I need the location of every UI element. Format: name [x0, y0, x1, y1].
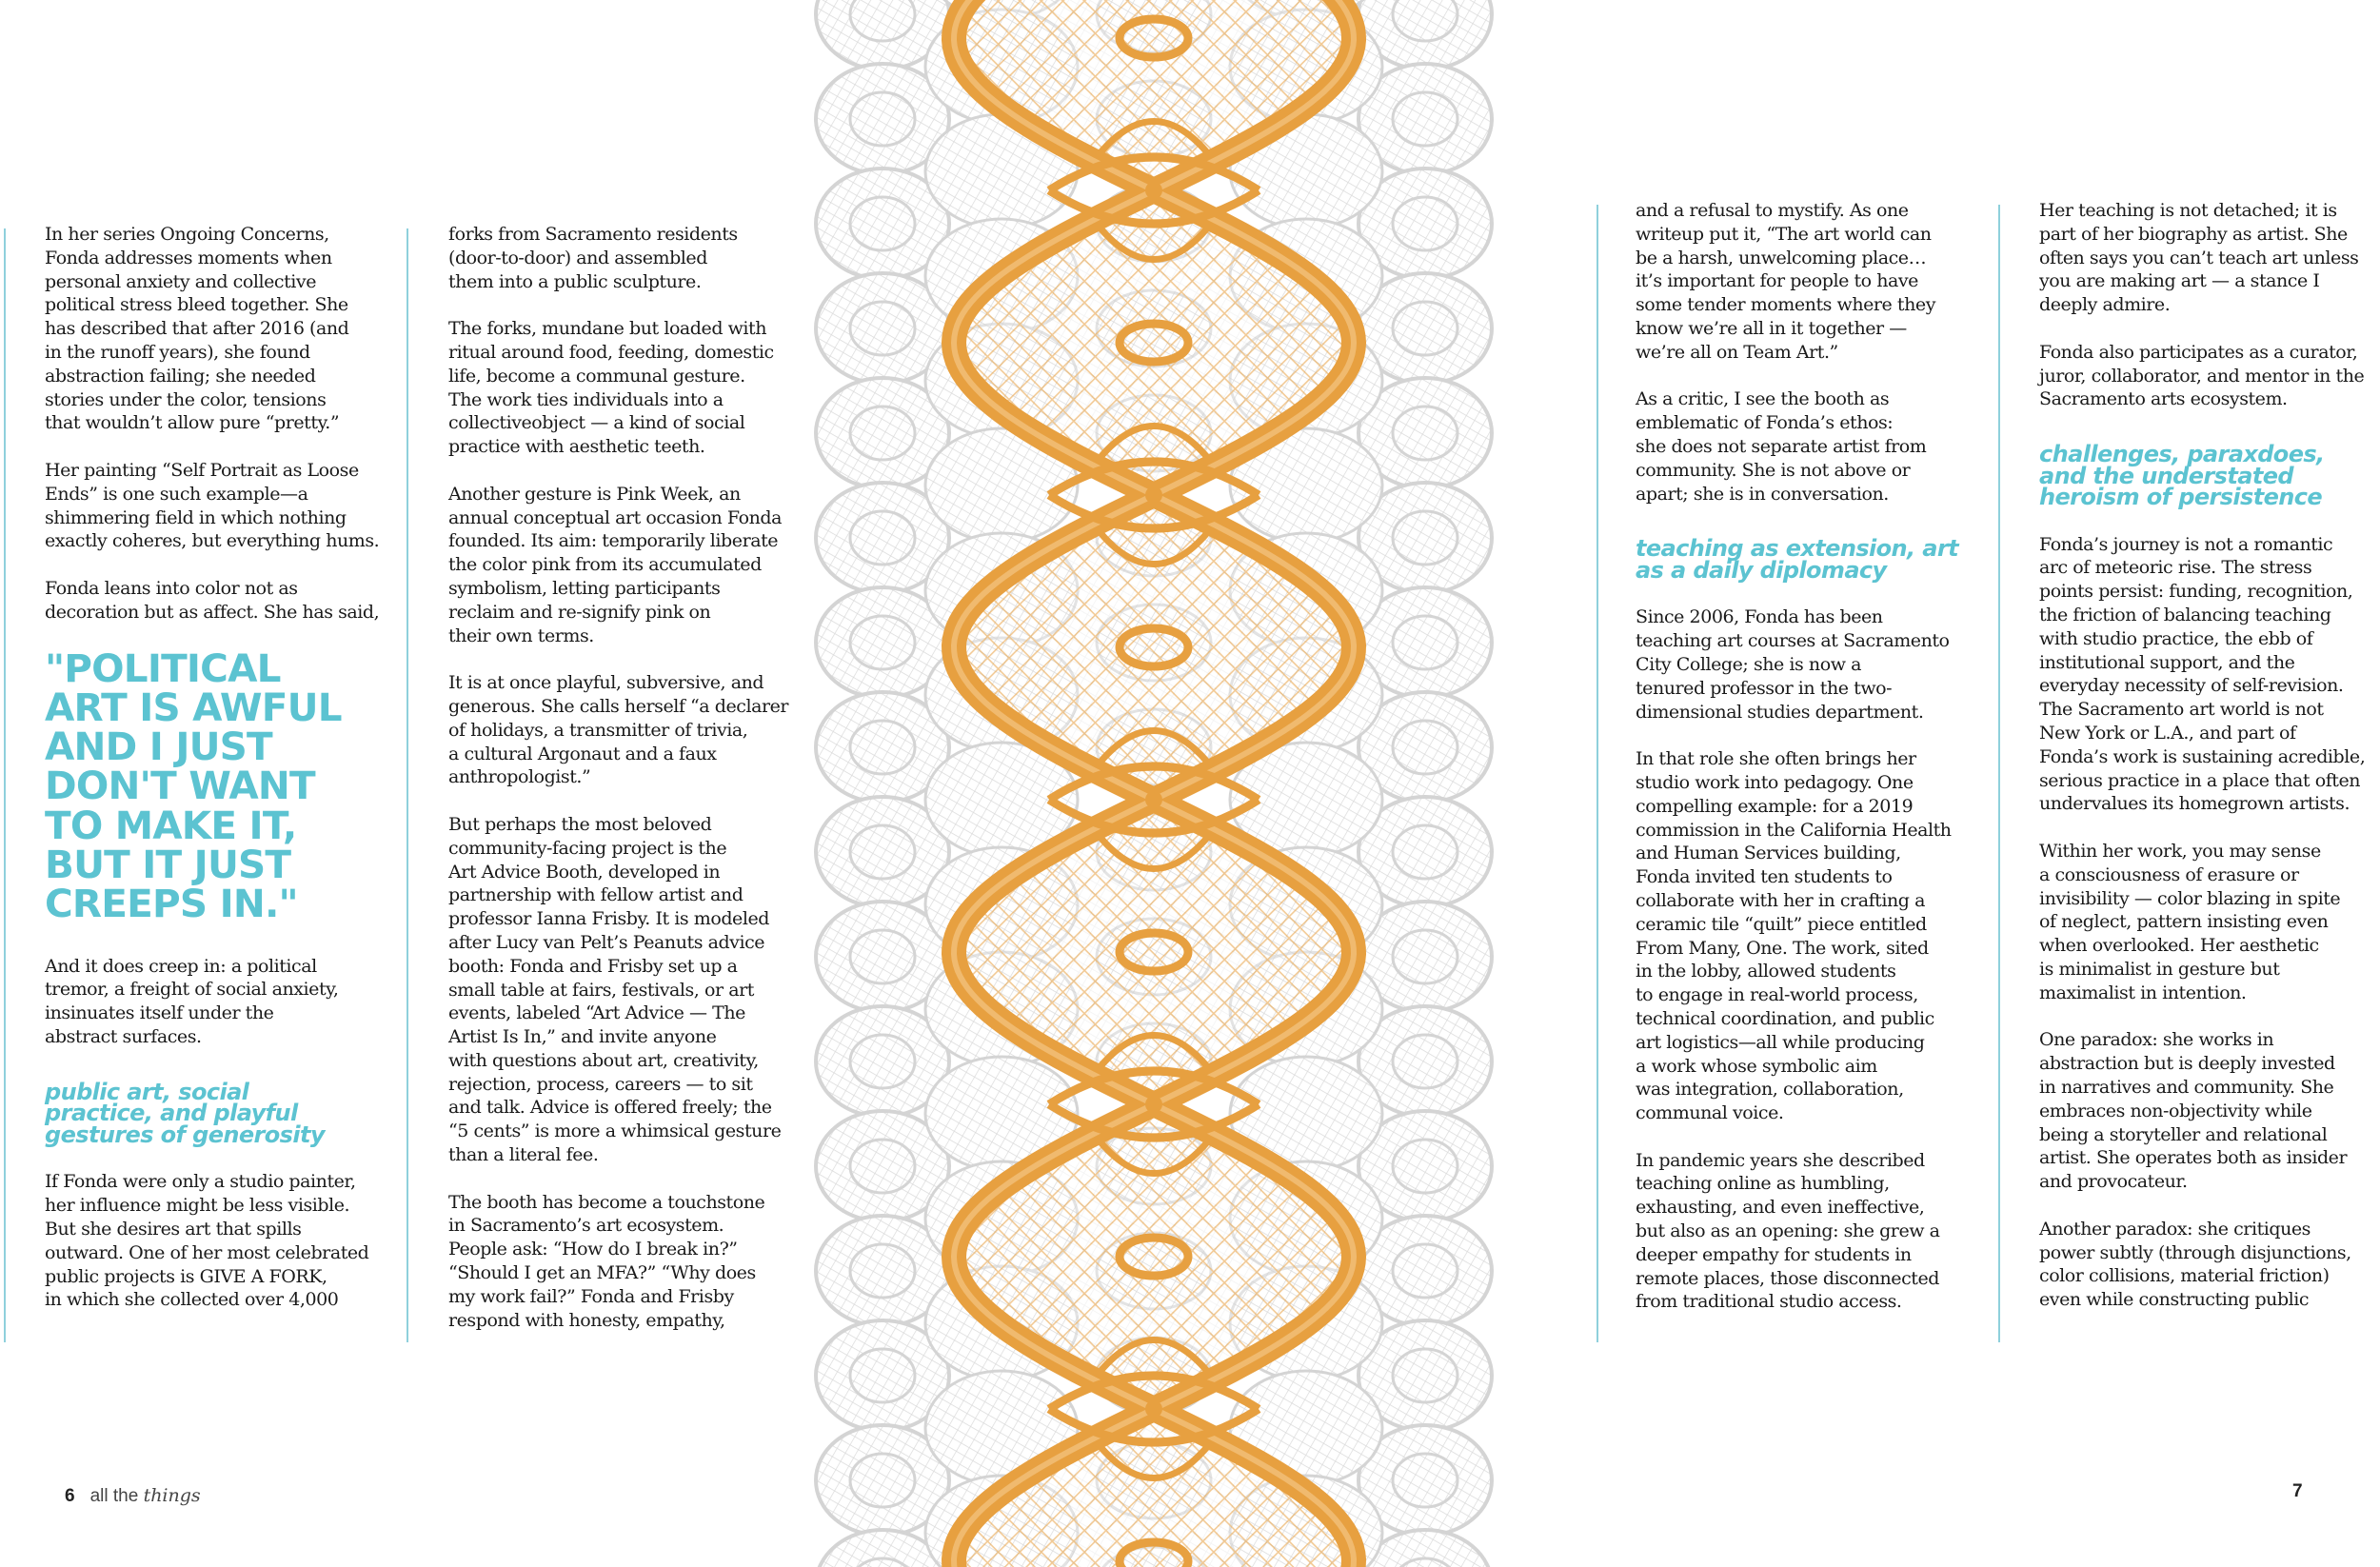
text-line: Sacramento arts ecosystem.	[2039, 388, 2288, 410]
text-line: apart; she is in conversation.	[1636, 483, 1889, 505]
text-line: Within her work, you may sense	[2039, 841, 2321, 863]
text-line: If Fonda were only a studio painter,	[45, 1171, 356, 1193]
column-rule-right-1	[1597, 205, 1598, 1342]
text-line: practice with aesthetic teeth.	[448, 436, 705, 458]
text-line: you are making art — a stance I	[2039, 270, 2320, 292]
column-rule-left-2	[407, 228, 408, 1342]
text-line: arc of meteoric rise. The stress	[2039, 557, 2312, 579]
paragraph	[448, 671, 801, 789]
article-column-2	[448, 223, 801, 1332]
text-line: deeply admire.	[2039, 294, 2171, 316]
paragraph	[45, 459, 397, 553]
text-line: Fonda’s work is sustaining acredible,	[2039, 745, 2366, 767]
text-line: stories under the color, tensions	[45, 388, 327, 410]
text-line: when overlooked. Her aesthetic	[2039, 935, 2319, 957]
text-line: collaborate with her in crafting a	[1636, 889, 1925, 911]
text-line: anthropologist.”	[448, 766, 591, 788]
text-line: The Sacramento art world is not	[2039, 699, 2324, 721]
paragraph	[448, 483, 801, 648]
text-line: Art Advice Booth, developed in	[448, 861, 721, 883]
text-line: communal voice.	[1636, 1102, 1784, 1124]
text-line: Another paradox: she critiques	[2039, 1218, 2311, 1240]
text-line: as a daily diplomacy	[1636, 556, 1887, 584]
text-line: them into a public sculpture.	[448, 270, 702, 292]
text-line: be a harsh, unwelcoming place…	[1636, 247, 1927, 268]
text-line: color collisions, material friction)	[2039, 1265, 2330, 1287]
text-line: events, labeled “Art Advice — The	[448, 1002, 745, 1024]
text-line: Fonda’s journey is not a romantic	[2039, 533, 2333, 555]
text-line: City College; she is now a	[1636, 653, 1861, 675]
text-line: emblematic of Fonda’s ethos:	[1636, 412, 1894, 434]
text-line: a cultural Argonaut and a faux	[448, 743, 717, 764]
text-line: exactly coheres, but everything hums.	[45, 530, 380, 552]
text-line: Ends” is one such example—a	[45, 483, 308, 505]
text-line: CREEPS IN."	[45, 881, 298, 927]
text-line: Fonda also participates as a curator,	[2039, 341, 2358, 363]
text-line: ritual around food, feeding, domestic	[448, 341, 774, 363]
text-line: abstraction failing; she needed	[45, 365, 316, 387]
text-line: is minimalist in gesture but	[2039, 959, 2280, 981]
text-line: rejection, process, careers — to sit	[448, 1073, 753, 1095]
text-line: partnership with fellow artist and	[448, 884, 744, 906]
text-line: a work whose symbolic aim	[1636, 1055, 1877, 1077]
text-line: and the understated	[2039, 462, 2293, 489]
text-line: teaching as extension, art	[1636, 535, 1958, 563]
text-line: generous. She calls herself “a declarer	[448, 695, 789, 717]
paragraph	[1636, 747, 1988, 1125]
text-line: she does not separate artist from	[1636, 435, 1927, 457]
text-line: of neglect, pattern insisting even	[2039, 911, 2329, 933]
text-line: invisibility — color blazing in spite	[2039, 887, 2341, 909]
text-line: in Sacramento’s art ecosystem.	[448, 1215, 724, 1237]
text-line: with questions about art, creativity,	[448, 1049, 759, 1071]
text-line: technical coordination, and public	[1636, 1007, 1934, 1029]
text-line: annual conceptual art occasion Fonda	[448, 506, 782, 528]
text-line: respond with honesty, empathy,	[448, 1309, 725, 1331]
text-line: after Lucy van Pelt’s Peanuts advice	[448, 931, 765, 953]
text-line: symbolism, letting participants	[448, 577, 721, 599]
text-line: artist. She operates both as insider	[2039, 1147, 2348, 1169]
text-line: DON'T WANT	[45, 763, 315, 809]
text-line: In her series Ongoing Concerns,	[45, 224, 329, 245]
text-line: challenges, paraxdoes,	[2039, 441, 2325, 468]
text-line: deeper empathy for students in	[1636, 1243, 1912, 1265]
text-line: heroism of persistence	[2039, 484, 2323, 511]
text-line: a consciousness of erasure or	[2039, 863, 2299, 885]
paragraph	[448, 813, 801, 1167]
column-rule-left-1	[4, 228, 6, 1342]
text-line: dimensional studies department.	[1636, 701, 1924, 723]
text-line: The booth has become a touchstone	[448, 1191, 765, 1213]
paragraph	[448, 223, 801, 293]
paragraph	[1636, 387, 1988, 506]
text-line: undervalues its homegrown artists.	[2039, 793, 2350, 815]
text-line: even while constructing public	[2039, 1289, 2310, 1311]
magazine-name: all the things	[89, 1485, 201, 1506]
section-subhead	[1636, 535, 1988, 584]
text-line: studio work into pedagogy. One	[1636, 771, 1914, 793]
paragraph	[45, 577, 397, 625]
text-line: everyday necessity of self-revision.	[2039, 675, 2344, 697]
text-line: In pandemic years she described	[1636, 1149, 1925, 1171]
text-line: Her painting “Self Portrait as Loose	[45, 459, 359, 481]
text-line: than a literal fee.	[448, 1144, 599, 1166]
text-line: of holidays, a transmitter of trivia,	[448, 719, 748, 741]
text-line: some tender moments where they	[1636, 294, 1935, 316]
section-subhead	[45, 1078, 397, 1148]
text-line: community-facing project is the	[448, 837, 727, 859]
text-line: public art, social	[45, 1078, 249, 1105]
text-line: reclaim and re-signify pink on	[448, 601, 711, 623]
text-line: As a critic, I see the booth as	[1636, 388, 1890, 410]
text-line: Another gesture is Pink Week, an	[448, 483, 741, 505]
lace-illustration	[804, 0, 1504, 1567]
article-column-1	[45, 223, 397, 1312]
text-line: Since 2006, Fonda has been	[1636, 606, 1883, 628]
text-line: Her teaching is not detached; it is	[2039, 200, 2337, 221]
text-line: Fonda addresses moments when	[45, 247, 332, 268]
text-line: But she desires art that spills	[45, 1218, 302, 1240]
text-line: her influence might be less visible.	[45, 1195, 350, 1217]
text-line: institutional support, and the	[2039, 651, 2295, 673]
text-line: “5 cents” is more a whimsical gesture	[448, 1121, 782, 1142]
text-line: Fonda invited ten students to	[1636, 866, 1893, 888]
text-line: with studio practice, the ebb of	[2039, 627, 2313, 649]
text-line: in narratives and community. She	[2039, 1077, 2334, 1098]
text-line: The forks, mundane but loaded with	[448, 318, 767, 340]
text-line: power subtly (through disjunctions,	[2039, 1241, 2351, 1263]
text-line: People ask: “How do I break in?”	[448, 1239, 738, 1260]
text-line: points persist: funding, recognition,	[2039, 581, 2353, 603]
text-line: in which she collected over 4,000	[45, 1289, 339, 1311]
text-line: the color pink from its accumulated	[448, 554, 762, 576]
text-line: their own terms.	[448, 625, 594, 646]
text-line: decoration but as affect. She has said,	[45, 601, 380, 623]
text-line: booth: Fonda and Frisby set up a	[448, 955, 738, 977]
text-line: has described that after 2016 (and	[45, 318, 349, 340]
column-rule-right-2	[1998, 205, 2000, 1342]
text-line: part of her biography as artist. She	[2039, 223, 2348, 245]
text-line: to engage in real-world process,	[1636, 984, 1918, 1006]
text-line: collectiveobject — a kind of social	[448, 412, 745, 434]
paragraph	[45, 1170, 397, 1312]
lace-shape	[1145, 791, 1162, 808]
text-line: From Many, One. The work, sited	[1636, 937, 1929, 959]
text-line: It is at once playful, subversive, and	[448, 672, 764, 694]
text-line: New York or L.A., and part of	[2039, 723, 2296, 744]
text-line: ART IS AWFUL	[45, 684, 342, 730]
paragraph	[448, 317, 801, 459]
paragraph	[45, 955, 397, 1049]
paragraph	[2039, 840, 2378, 1005]
text-line: embraces non-objectivity while	[2039, 1100, 2312, 1121]
text-line: outward. One of her most celebrated	[45, 1241, 369, 1263]
paragraph	[2039, 1028, 2378, 1194]
text-line: shimmering field in which nothing	[45, 506, 347, 528]
right-folio	[2292, 1481, 2303, 1502]
paragraph	[45, 223, 397, 435]
text-line: professor Ianna Frisby. It is modeled	[448, 908, 769, 930]
text-line: we’re all on Team Art.”	[1636, 341, 1838, 363]
paragraph	[448, 1191, 801, 1333]
paragraph	[1636, 605, 1988, 724]
text-line: remote places, those disconnected	[1636, 1267, 1939, 1289]
text-line: juror, collaborator, and mentor in the	[2039, 365, 2365, 387]
paragraph	[2039, 199, 2378, 317]
text-line: tenured professor in the two-	[1636, 677, 1893, 699]
text-line: exhausting, and even ineffective,	[1636, 1197, 1925, 1219]
text-line: commission in the California Health	[1636, 819, 1952, 841]
text-line: small table at fairs, festivals, or art	[448, 979, 754, 1001]
text-line: “Should I get an MFA?” “Why does	[448, 1262, 756, 1284]
text-line: writeup put it, “The art world can	[1636, 223, 1932, 245]
page-number: 7	[2292, 1481, 2303, 1501]
text-line: teaching art courses at Sacramento	[1636, 630, 1950, 652]
text-line: In that role she often brings her	[1636, 748, 1916, 770]
text-line: But perhaps the most beloved	[448, 813, 712, 835]
lace-shape	[1145, 1096, 1162, 1113]
page-number: 6	[65, 1486, 75, 1506]
lace-shape	[1145, 1400, 1162, 1418]
text-line: BUT IT JUST	[45, 842, 291, 888]
paragraph	[1636, 1149, 1988, 1315]
text-line: serious practice in a place that often	[2039, 769, 2361, 791]
section-subhead	[2039, 441, 2378, 511]
text-line: from traditional studio access.	[1636, 1291, 1902, 1313]
text-line: and a refusal to mystify. As one	[1636, 200, 1909, 221]
text-line: was integration, collaboration,	[1636, 1079, 1904, 1101]
text-line: And it does creep in: a political	[45, 955, 317, 977]
text-line: AND I JUST	[45, 724, 272, 770]
text-line: practice, and playful	[45, 1100, 298, 1127]
text-line: abstraction but is deeply invested	[2039, 1053, 2335, 1075]
text-line: forks from Sacramento residents	[448, 224, 738, 245]
text-line: my work fail?” Fonda and Frisby	[448, 1285, 734, 1307]
paragraph	[2039, 341, 2378, 411]
text-line: Fonda leans into color not as	[45, 577, 298, 599]
text-line: tremor, a freight of social anxiety,	[45, 979, 339, 1001]
text-line: political stress bleed together. She	[45, 294, 348, 316]
text-line: (door-to-door) and assembled	[448, 247, 707, 268]
text-line: know we’re all in it together —	[1636, 317, 1907, 339]
paragraph	[1636, 199, 1988, 365]
paragraph	[2039, 533, 2378, 817]
text-line: and talk. Advice is offered freely; the	[448, 1097, 772, 1119]
text-line: maximalist in intention.	[2039, 982, 2247, 1003]
text-line: abstract surfaces.	[45, 1026, 202, 1048]
text-line: being a storyteller and relational	[2039, 1123, 2328, 1145]
text-line: insinuates itself under the	[45, 1002, 274, 1024]
text-line: ceramic tile “quilt” piece entitled	[1636, 913, 1927, 935]
text-line: and provocateur.	[2039, 1171, 2188, 1193]
text-line: the friction of balancing teaching	[2039, 605, 2331, 626]
left-folio	[65, 1485, 201, 1507]
lace-shape	[1145, 182, 1162, 199]
text-line: TO MAKE IT,	[45, 802, 297, 848]
text-line: but also as an opening: she grew a	[1636, 1220, 1940, 1242]
text-line: "POLITICAL	[45, 645, 281, 691]
text-line: life, become a communal gesture.	[448, 365, 745, 387]
paragraph	[2039, 1218, 2378, 1312]
text-line: compelling example: for a 2019	[1636, 795, 1914, 817]
article-column-4	[2039, 199, 2378, 1312]
text-line: community. She is not above or	[1636, 459, 1911, 481]
text-line: often says you can’t teach art unless	[2039, 247, 2359, 268]
text-line: public projects is GIVE A FORK,	[45, 1265, 327, 1287]
text-line: gestures of generosity	[45, 1121, 325, 1148]
text-line: teaching online as humbling,	[1636, 1173, 1890, 1195]
text-line: that wouldn’t allow pure “pretty.”	[45, 412, 340, 434]
text-line: and Human Services building,	[1636, 843, 1901, 864]
text-line: founded. Its aim: temporarily liberate	[448, 530, 779, 552]
text-line: in the lobby, allowed students	[1636, 961, 1896, 982]
text-line: art logistics—all while producing	[1636, 1031, 1925, 1053]
text-line: in the runoff years), she found	[45, 341, 310, 363]
text-line: Artist Is In,” and invite anyone	[448, 1026, 717, 1048]
text-line: The work ties individuals into a	[448, 388, 724, 410]
text-line: One paradox: she works in	[2039, 1029, 2274, 1051]
text-line: it’s important for people to have	[1636, 270, 1918, 292]
pull-quote	[45, 645, 397, 927]
text-line: personal anxiety and collective	[45, 270, 316, 292]
article-column-3	[1636, 199, 1988, 1314]
lace-shape	[1145, 486, 1162, 504]
